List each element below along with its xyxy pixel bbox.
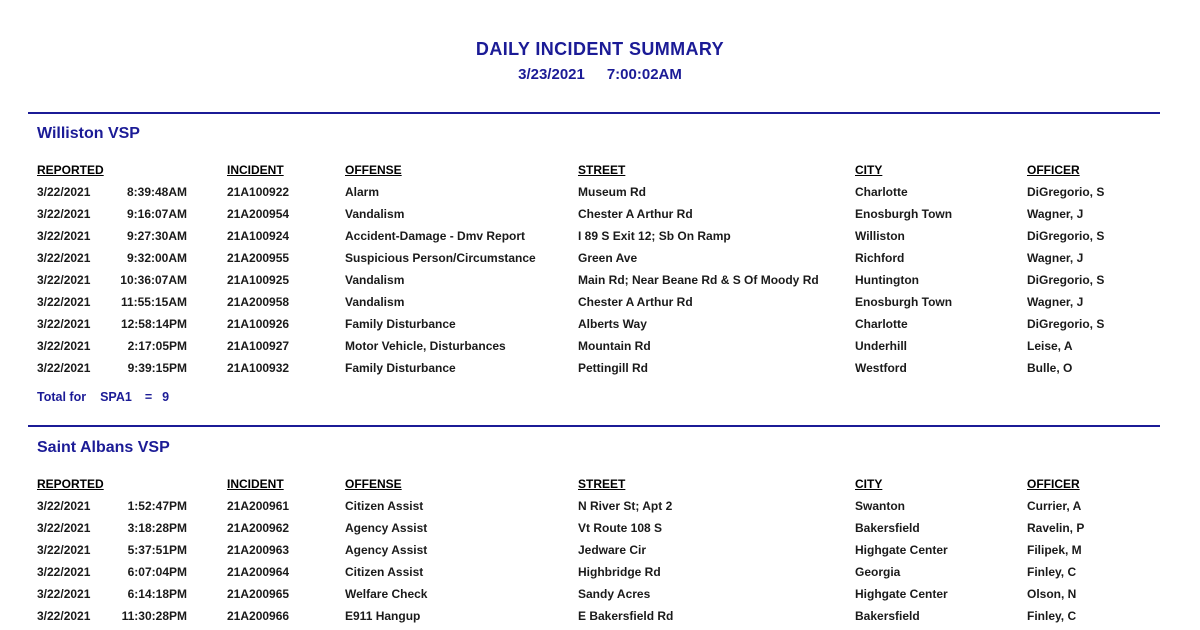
city-cell: Bakersfield [855,609,920,623]
street-cell: Chester A Arthur Rd [578,207,693,221]
reported-cell: 3/22/2021 9:32:00AM [37,251,187,265]
reported-cell: 3/22/2021 6:07:04PM [37,565,187,579]
incident-cell: 21A200964 [227,565,290,579]
column-header-street: STREET [578,477,626,491]
column-header-street: STREET [578,163,626,177]
street-cell: Alberts Way [578,317,647,331]
reported-cell: 3/22/2021 9:16:07AM [37,207,187,221]
city-cell: Enosburgh Town [855,295,953,309]
table-row [37,247,1160,269]
officer-cell: Wagner, J [1027,251,1084,265]
table-row [37,561,1160,583]
column-header-reported: REPORTED [37,163,104,177]
officer-cell: DiGregorio, S [1027,273,1105,287]
incident-cell: 21A100925 [227,273,290,287]
reported-cell: 3/22/2021 9:39:15PM [37,361,187,375]
report-datetime [0,67,1200,83]
table-row [37,203,1160,225]
incident-cell: 21A200955 [227,251,290,265]
column-header-offense: OFFENSE [345,477,402,491]
officer-cell: Bulle, O [1027,361,1073,375]
offense-cell: Suspicious Person/Circumstance [345,251,536,265]
city-cell: Huntington [855,273,919,287]
table-header-row [37,473,1160,495]
table-row [37,495,1160,517]
table-row [37,335,1160,357]
offense-cell: Agency Assist [345,543,428,557]
table-row [37,225,1160,247]
street-cell: Mountain Rd [578,339,651,353]
table-header-row [37,159,1160,181]
officer-cell: Olson, N [1027,587,1077,601]
reported-cell: 3/22/2021 11:55:15AM [37,295,187,309]
total-value: 9 [162,390,170,404]
officer-cell: Leise, A [1027,339,1073,353]
offense-cell: Citizen Assist [345,499,424,513]
street-cell: Jedware Cir [578,543,647,557]
incident-cell: 21A100922 [227,185,290,199]
officer-cell: Ravelin, P [1027,521,1085,535]
incident-cell: 21A200966 [227,609,290,623]
offense-cell: Vandalism [345,207,405,221]
column-header-officer: OFFICER [1027,477,1080,491]
offense-cell: Agency Assist [345,521,428,535]
incident-cell: 21A200963 [227,543,290,557]
column-header-incident: INCIDENT [227,477,284,491]
offense-cell: Family Disturbance [345,361,456,375]
column-header-reported: REPORTED [37,477,104,491]
street-cell: I 89 S Exit 12; Sb On Ramp [578,229,731,243]
street-cell: N River St; Apt 2 [578,499,673,513]
page-title: DAILY INCIDENT SUMMARY [475,39,725,59]
offense-cell: Alarm [345,185,380,199]
incident-table-saint-albans [37,473,1160,627]
street-cell: Vt Route 108 S [578,521,663,535]
total-label: Total for [37,390,87,404]
offense-cell: Accident-Damage - Dmv Report [345,229,526,243]
incident-cell: 21A100932 [227,361,290,375]
officer-cell: DiGregorio, S [1027,229,1105,243]
report-run-date: 3/23/2021 [518,66,585,83]
table-row [37,605,1160,627]
incident-cell: 21A200954 [227,207,290,221]
officer-cell: DiGregorio, S [1027,185,1105,199]
street-cell: Green Ave [578,251,638,265]
city-cell: Richford [855,251,905,265]
section-total [37,390,1160,404]
column-header-city: CITY [855,477,883,491]
city-cell: Enosburgh Town [855,207,953,221]
officer-cell: Finley, C [1027,609,1077,623]
reported-cell: 3/22/2021 11:30:28PM [37,609,187,623]
incident-table-williston [37,159,1160,379]
offense-cell: Vandalism [345,273,405,287]
column-header-incident: INCIDENT [227,163,284,177]
officer-cell: Wagner, J [1027,295,1084,309]
city-cell: Bakersfield [855,521,920,535]
column-header-offense: OFFENSE [345,163,402,177]
reported-cell: 3/22/2021 5:37:51PM [37,543,187,557]
street-cell: Pettingill Rd [578,361,648,375]
reported-cell: 3/22/2021 1:52:47PM [37,499,187,513]
city-cell: Williston [855,229,905,243]
incident-cell: 21A100924 [227,229,290,243]
city-cell: Underhill [855,339,908,353]
officer-cell: Filipek, M [1027,543,1082,557]
street-cell: Sandy Acres [578,587,651,601]
incident-cell: 21A200961 [227,499,290,513]
section-divider-rule [28,112,1160,114]
report-header [0,0,1200,83]
table-row [37,313,1160,335]
reported-cell: 3/22/2021 3:18:28PM [37,521,187,535]
city-cell: Charlotte [855,317,908,331]
reported-cell: 3/22/2021 10:36:07AM [37,273,187,287]
offense-cell: E911 Hangup [345,609,421,623]
city-cell: Westford [855,361,907,375]
offense-cell: Family Disturbance [345,317,456,331]
table-row [37,517,1160,539]
officer-cell: Finley, C [1027,565,1077,579]
reported-cell: 3/22/2021 9:27:30AM [37,229,187,243]
city-cell: Georgia [855,565,901,579]
offense-cell: Citizen Assist [345,565,424,579]
section-divider-rule [28,425,1160,427]
reported-cell: 3/22/2021 2:17:05PM [37,339,187,353]
column-header-city: CITY [855,163,883,177]
offense-cell: Vandalism [345,295,405,309]
offense-cell: Motor Vehicle, Disturbances [345,339,506,353]
reported-cell: 3/22/2021 6:14:18PM [37,587,187,601]
reported-cell: 3/22/2021 12:58:14PM [37,317,187,331]
city-cell: Swanton [855,499,905,513]
section-title-saint-albans: Saint Albans VSP [37,439,170,456]
total-group: SPA1 [100,390,132,404]
reported-cell: 3/22/2021 8:39:48AM [37,185,187,199]
street-cell: Highbridge Rd [578,565,661,579]
column-header-officer: OFFICER [1027,163,1080,177]
table-row [37,357,1160,379]
total-equals-sign: = [144,390,153,404]
city-cell: Highgate Center [855,587,948,601]
offense-cell: Welfare Check [345,587,428,601]
officer-cell: Currier, A [1027,499,1082,513]
city-cell: Charlotte [855,185,908,199]
street-cell: Main Rd; Near Beane Rd & S Of Moody Rd [578,273,819,287]
street-cell: Chester A Arthur Rd [578,295,693,309]
incident-cell: 21A200958 [227,295,290,309]
table-row [37,269,1160,291]
incident-cell: 21A200965 [227,587,290,601]
street-cell: Museum Rd [578,185,647,199]
incident-cell: 21A100927 [227,339,290,353]
street-cell: E Bakersfield Rd [578,609,674,623]
table-row [37,181,1160,203]
incident-cell: 21A200962 [227,521,290,535]
table-row [37,291,1160,313]
table-row [37,539,1160,561]
city-cell: Highgate Center [855,543,948,557]
table-row [37,583,1160,605]
officer-cell: Wagner, J [1027,207,1084,221]
officer-cell: DiGregorio, S [1027,317,1105,331]
section-title-williston: Williston VSP [37,125,140,142]
incident-cell: 21A100926 [227,317,290,331]
report-run-time: 7:00:02AM [606,66,682,83]
